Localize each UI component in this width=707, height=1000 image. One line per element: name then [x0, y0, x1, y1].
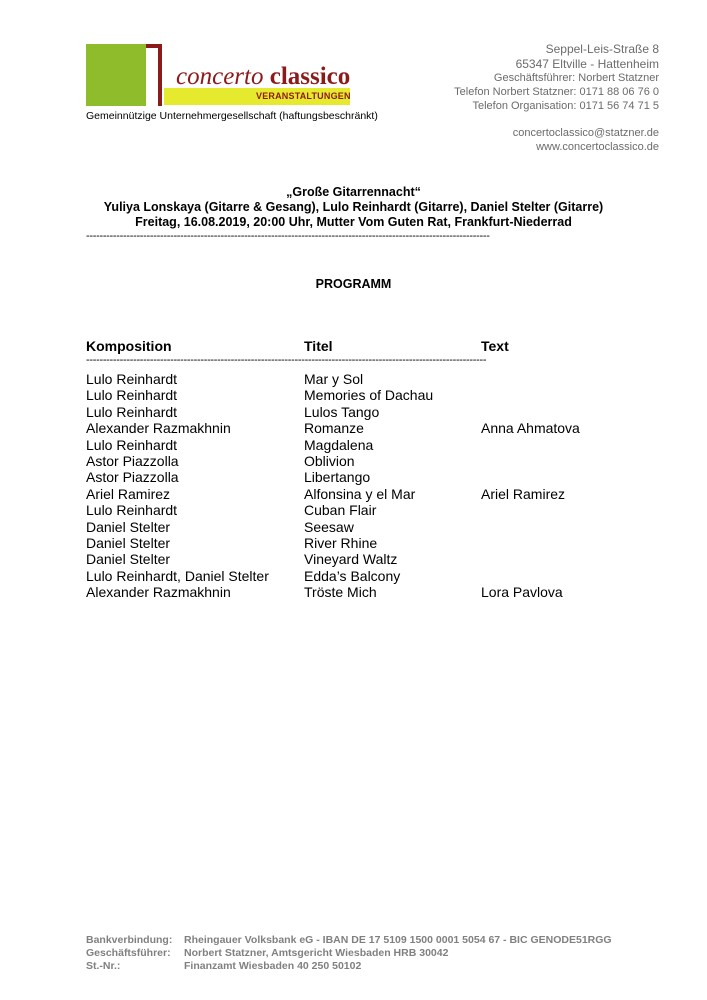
logo-word-classico: classico	[269, 63, 351, 90]
footer-manager	[86, 947, 448, 959]
program-table	[0, 371, 707, 600]
event-datetime: Freitag, 16.08.2019, 20:00 Uhr, Mutter Vom Guten Rat, Frankfurt-Niederrad	[135, 215, 572, 229]
address-email: concertoclassico@statzner.de	[512, 127, 659, 139]
row-title: Magdalena	[304, 436, 374, 453]
address-manager: Geschäftsführer: Norbert Statzner	[493, 72, 659, 84]
row-text: Ariel Ramirez	[481, 485, 566, 502]
row-title: Seesaw	[304, 518, 354, 535]
logo-subtitle: VERANSTALTUNGEN	[256, 91, 351, 101]
row-composer: Lulo Reinhardt	[86, 502, 178, 519]
table-row	[0, 437, 707, 453]
footer-bank	[86, 934, 612, 946]
row-title: Cuban Flair	[304, 502, 377, 519]
footer-tax-value: Finanzamt Wiesbaden 40 250 50102	[184, 960, 362, 972]
table-row	[0, 486, 707, 502]
row-composer: Lulo Reinhardt, Daniel Stelter	[86, 567, 269, 584]
address-website: www.concertoclassico.de	[536, 141, 659, 153]
program-heading: PROGRAMM	[315, 277, 392, 291]
logo-word-concerto: concerto	[176, 63, 264, 90]
row-composer: Lulo Reinhardt	[86, 387, 178, 404]
table-row	[0, 519, 707, 535]
row-composer: Alexander Razmakhnin	[86, 420, 231, 437]
footer-bank-value: Rheingauer Volksbank eG - IBAN DE 17 5109 1500 0001 5054 67 - BIC GENODE51RGG	[184, 934, 612, 946]
address-phone-statzner: Telefon Norbert Statzner: 0171 88 06 76 0	[454, 86, 659, 98]
row-composer: Lulo Reinhardt	[86, 436, 178, 453]
company-tagline: Gemeinnützige Unternehmergesellschaft (haftungsbeschränkt)	[86, 110, 378, 122]
row-title: Edda’s Balcony	[304, 567, 401, 584]
row-composer: Daniel Stelter	[86, 518, 171, 535]
footer-tax-label: St.-Nr.:	[86, 960, 121, 972]
company-logo	[86, 44, 356, 114]
row-title: River Rhine	[304, 534, 378, 551]
event-title: „Große Gitarrennacht“	[286, 185, 421, 199]
row-title: Alfonsina y el Mar	[304, 485, 416, 502]
footer-manager-value: Norbert Statzner, Amtsgericht Wiesbaden HRB 30042	[184, 947, 449, 959]
table-row	[0, 568, 707, 584]
table-row	[0, 420, 707, 436]
row-title: Libertango	[304, 469, 371, 486]
logo-red-line	[158, 44, 162, 106]
row-text: Lora Pavlova	[481, 584, 563, 601]
footer-manager-label: Geschäftsführer:	[86, 947, 171, 959]
table-row	[0, 502, 707, 518]
row-title: Memories of Dachau	[304, 387, 434, 404]
table-row	[0, 404, 707, 420]
table-row	[0, 453, 707, 469]
row-composer: Daniel Stelter	[86, 551, 171, 568]
footer-bank-label: Bankverbindung:	[86, 934, 173, 946]
table-row	[0, 551, 707, 567]
row-composer: Lulo Reinhardt	[86, 371, 178, 387]
address-phone-organisation: Telefon Organisation: 0171 56 74 71 5	[472, 100, 659, 112]
row-title: Mar y Sol	[304, 371, 364, 387]
row-title: Lulos Tango	[304, 403, 380, 420]
address-city: 65347 Eltville - Hattenheim	[515, 57, 659, 71]
column-header-text: Text	[481, 338, 509, 354]
address-street: Seppel-Leis-Straße 8	[545, 42, 659, 56]
row-title: Tröste Mich	[304, 584, 377, 601]
table-row	[0, 584, 707, 600]
logo-wordmark	[176, 64, 350, 90]
table-separator: -----------------------------------------------------------------------------------------------------------------------	[86, 354, 487, 366]
column-header-title: Titel	[304, 338, 333, 354]
row-title: Vineyard Waltz	[304, 551, 398, 568]
row-composer: Lulo Reinhardt	[86, 403, 178, 420]
table-row	[0, 535, 707, 551]
table-row	[0, 469, 707, 485]
logo-green-block	[86, 44, 146, 106]
row-composer: Astor Piazzolla	[86, 469, 179, 486]
row-composer: Alexander Razmakhnin	[86, 584, 231, 601]
footer-tax	[86, 960, 361, 972]
column-header-composer: Komposition	[86, 338, 172, 354]
row-composer: Astor Piazzolla	[86, 452, 179, 469]
row-title: Romanze	[304, 420, 364, 437]
row-text: Anna Ahmatova	[481, 420, 580, 437]
table-row	[0, 387, 707, 403]
row-composer: Daniel Stelter	[86, 534, 171, 551]
header-separator: ------------------------------------------------------------------------------------------------------------------------	[86, 230, 490, 242]
event-performers: Yuliya Lonskaya (Gitarre & Gesang), Lulo Reinhardt (Gitarre), Daniel Stelter (Gitarre)	[103, 200, 604, 214]
row-title: Oblivion	[304, 452, 355, 469]
table-row	[0, 371, 707, 387]
row-composer: Ariel Ramirez	[86, 485, 171, 502]
